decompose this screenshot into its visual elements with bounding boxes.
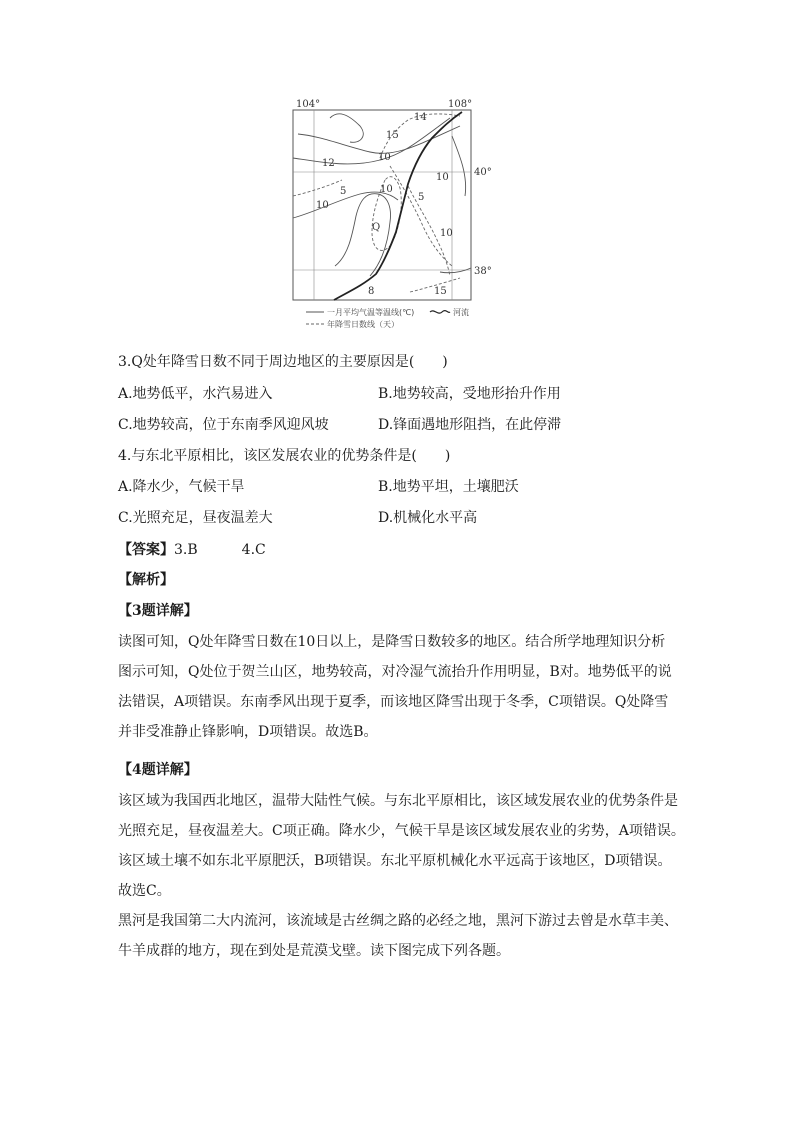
question-4-stem: 4.与东北平原相比，该区发展农业的优势条件是( ) xyxy=(118,448,451,464)
contour-label-15-bottom: 15 xyxy=(434,286,447,297)
detail-3-label: 【3题详解】 xyxy=(118,603,198,619)
question-3-option-a: A.地势低平，水汽易进入 xyxy=(118,386,273,402)
detail-4-label: 【4题详解】 xyxy=(118,762,198,778)
contour-map-figure xyxy=(290,96,520,336)
contour-map xyxy=(290,96,520,336)
answer-3: 3.B xyxy=(174,542,198,558)
question-3-option-b: B.地势较高，受地形抬升作用 xyxy=(378,386,561,402)
detail-3-line-3: 法错误，A项错误。东南季风出现于夏季，而该地区降雪出现于冬季，C项错误。Q处降雪 xyxy=(118,694,669,710)
lon-label-108: 108° xyxy=(448,99,473,110)
analysis-label: 【解析】 xyxy=(118,572,174,588)
contour-label-10-left: 10 xyxy=(316,200,329,211)
detail-3-line-4: 并非受准静止锋影响，D项错误。故选B。 xyxy=(118,724,378,740)
intro-line-2: 牛羊成群的地方，现在到处是荒漠戈壁。读下图完成下列各题。 xyxy=(118,943,510,959)
contour-label-10-top: 10 xyxy=(378,152,391,163)
question-3-option-d: D.锋面遇地形阻挡，在此停滞 xyxy=(378,417,562,433)
contour-label-5-left: 5 xyxy=(340,186,347,197)
question-3-stem: 3.Q处年降雪日数不同于周边地区的主要原因是( ) xyxy=(118,354,448,370)
question-4-option-c: C.光照充足，昼夜温差大 xyxy=(118,510,273,526)
contour-label-10-center: 10 xyxy=(380,184,393,195)
lat-label-38: 38° xyxy=(474,266,492,277)
detail-3-text xyxy=(118,627,686,747)
legend-river-symbol xyxy=(430,311,450,314)
map-point-q: Q xyxy=(372,222,381,233)
legend-river-text: 河流 xyxy=(453,308,469,317)
answer-4: 4.C xyxy=(241,542,266,558)
contour-label-10-east: 10 xyxy=(436,172,449,183)
detail-4-text xyxy=(118,786,686,906)
next-intro-text xyxy=(118,906,686,966)
answer-label: 【答案】 xyxy=(118,542,174,558)
lat-label-40: 40° xyxy=(474,167,492,178)
detail-3-line-2: 图示可知，Q处位于贺兰山区，地势较高，对冷湿气流抬升作用明显，B对。地势低平的说 xyxy=(118,664,672,680)
contour-label-14: 14 xyxy=(414,112,427,123)
lon-label-104: 104° xyxy=(296,99,321,110)
legend-isotherm-text: 一月平均气温等温线(℃) xyxy=(327,308,415,317)
question-4-option-a: A.降水少，气候干旱 xyxy=(118,479,245,495)
legend-snow-text: 年降雪日数线（天） xyxy=(327,320,399,329)
contour-label-10-southeast: 10 xyxy=(440,228,453,239)
detail-4-line-4: 故选C。 xyxy=(118,883,171,899)
contour-label-5-right: 5 xyxy=(418,192,425,203)
question-4-option-d: D.机械化水平高 xyxy=(378,510,478,526)
contour-label-12: 12 xyxy=(322,158,335,169)
intro-line-1: 黑河是我国第二大内流河，该流域是古丝绸之路的必经之地，黑河下游过去曾是水草丰美、 xyxy=(118,913,678,929)
detail-4-line-3: 该区域土壤不如东北平原肥沃，B项错误。东北平原机械化水平远高于该地区，D项错误。 xyxy=(118,853,672,869)
detail-3-line-1: 读图可知，Q处年降雪日数在10日以上，是降雪日数较多的地区。结合所学地理知识分析 xyxy=(118,634,666,650)
answer-line xyxy=(118,540,266,560)
question-4-option-b: B.地势平坦，土壤肥沃 xyxy=(378,479,519,495)
contour-label-15-top: 15 xyxy=(386,130,399,141)
question-3-option-c: C.地势较高，位于东南季风迎风坡 xyxy=(118,417,329,433)
detail-4-line-1: 该区域为我国西北地区，温带大陆性气候。与东北平原相比，该区域发展农业的优势条件是 xyxy=(118,793,678,809)
contour-label-8: 8 xyxy=(368,286,375,297)
detail-4-line-2: 光照充足，昼夜温差大。C项正确。降水少，气候干旱是该区域发展农业的劣势，A项错误。 xyxy=(118,823,685,839)
